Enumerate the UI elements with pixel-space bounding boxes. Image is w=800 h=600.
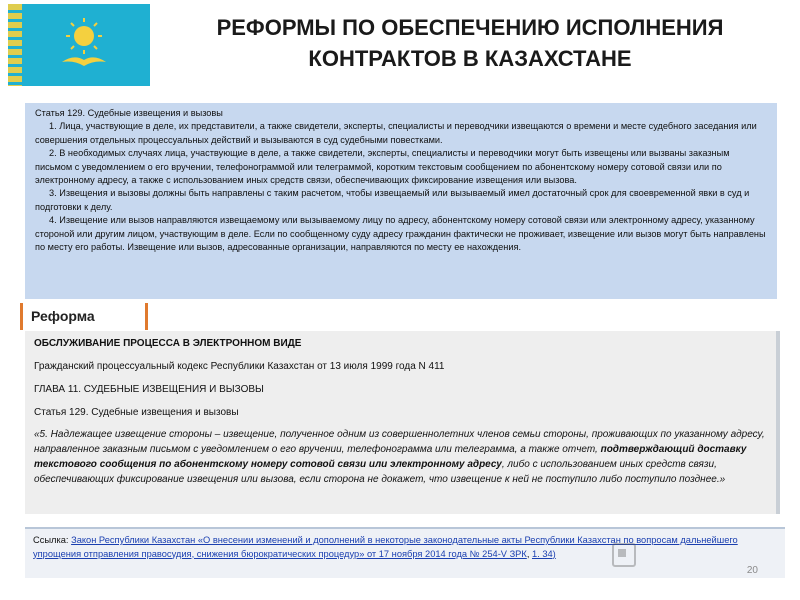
reform-code-line: Гражданский процессуальный кодекс Республики Казахстан от 13 июля 1999 года N 411 <box>34 361 445 372</box>
quote-bold: подтверждающий доставку текстового сообщения по абонентскому номеру сотовой связи или электронному адресу <box>34 444 747 470</box>
page-number: 20 <box>746 565 758 576</box>
article-paragraph-1: 1. Лица, участвующие в деле, их представители, а также свидетели, эксперты, специалисты и переводчики извещаются о времени и месте судебного заседания или совершения отдельных процессуальных действий и вызываются в суд судебными повестками. <box>35 121 757 145</box>
article-paragraph-3: 3. Извещения и вызовы должны быть направлены с таким расчетом, чтобы извещаемый или вызываемый имел достаточный срок для своевременной явки в суд и подготовки к делу. <box>35 188 750 212</box>
law-reference-link[interactable]: Закон Республики Казахстан «О внесении изменений и дополнений в некоторые законодательные акты Республики Казахстан по вопросам дальнейшего упрощения отправления правосудия, снижения бюрократических процедур» от 17 ноября 2014 года № 254-V ЗРК <box>33 535 738 559</box>
article-paragraph-2: 2. В необходимых случаях лица, участвующие в деле, а также свидетели, эксперты, специалисты и переводчики могут быть извещены или вызваны заказным письмом с уведомлением о его вручении, телефонограммой или телеграммой, коротким текстовым сообщением по абонентскому номеру сотовой связи или по электронному адресу, а также с использованием иных средств связи, обеспечивающих фиксирование извещения или вызова. <box>35 148 730 186</box>
reference-separator: , <box>526 548 532 559</box>
law-article-link[interactable]: 1. 34) <box>531 548 556 559</box>
reform-quote <box>34 427 766 487</box>
page-title <box>170 12 770 74</box>
reform-box <box>25 331 780 514</box>
quote-end: , либо с использованием иных средств связи, обеспечивающих фиксирование извещения или вызова, если сторона не докажет, что извещение к ней не поступило либо поступило позднее.» <box>34 459 726 485</box>
kazakhstan-flag <box>8 4 150 86</box>
quote-start: «5. Надлежащее извещение стороны – извещение, полученное одним из совершеннолетних членов семьи стороны, проживающих по указанному адресу, направленное заказным письмом с уведомлением о его вручении, телефонограмма или телеграмма, а также отчет, <box>34 429 765 455</box>
presentation-icon <box>612 543 636 567</box>
article-paragraph-4: 4. Извещение или вызов направляются извещаемому или вызываемому лицу по адресу, абонентскому номеру сотовой связи или электронному адресу, указанному стороной или другим лицом, участвующим в деле. Если по сообщенному суду адресу гражданин фактически не проживает, извещение или вызов могут быть направлены по месту его работы. Извещение или вызов, адресованные организации, направляются по месту ее нахождения. <box>35 215 766 253</box>
article-129-box <box>25 103 777 299</box>
title-line-2: КОНТРАКТОВ В КАЗАХСТАНЕ <box>308 46 632 71</box>
reform-tab-label: Реформа <box>20 303 148 330</box>
article-title: Статья 129. Судебные извещения и вызовы <box>35 108 223 118</box>
sun-eagle-emblem-icon <box>8 4 150 86</box>
reform-chapter: ГЛАВА 11. СУДЕБНЫЕ ИЗВЕЩЕНИЯ И ВЫЗОВЫ <box>34 384 264 395</box>
title-line-1: РЕФОРМЫ ПО ОБЕСПЕЧЕНИЮ ИСПОЛНЕНИЯ <box>216 15 724 40</box>
watermark <box>612 540 752 570</box>
reform-heading: ОБСЛУЖИВАНИЕ ПРОЦЕССА В ЭЛЕКТРОННОМ ВИДЕ <box>34 338 302 349</box>
reference-prefix: Ссылка: <box>33 535 72 545</box>
reform-article: Статья 129. Судебные извещения и вызовы <box>34 407 239 418</box>
